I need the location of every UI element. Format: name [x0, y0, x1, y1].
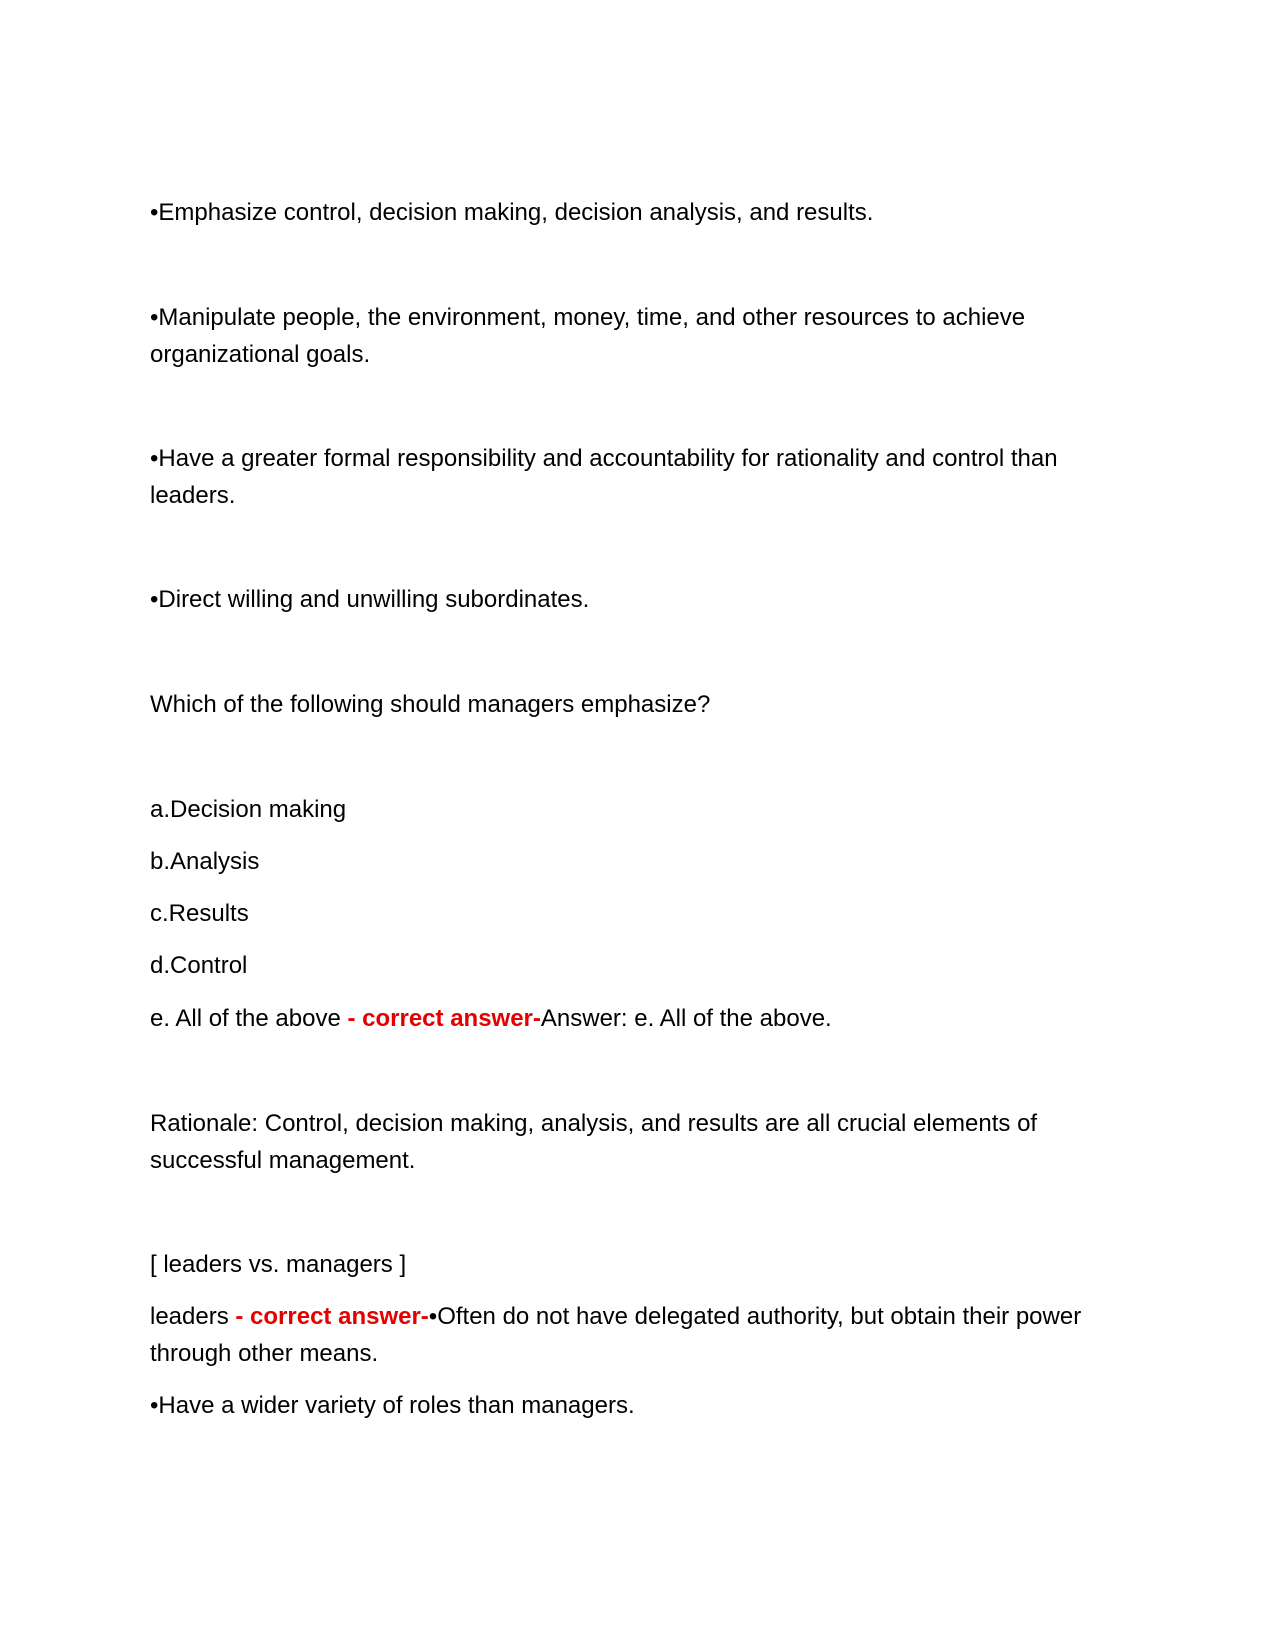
option-a: a.Decision making [150, 796, 347, 823]
bullet-emphasize-control: •Emphasize control, decision making, decision analysis, and results. [150, 199, 874, 226]
option-e: e. All of the above [150, 1005, 348, 1032]
option-c: c.Results [150, 900, 249, 927]
section-heading: [ leaders vs. managers ] [150, 1251, 407, 1278]
bullet-manipulate-people: •Manipulate people, the environment, money, time, and other resources to achieve organizational goals. [150, 304, 1026, 368]
question-text: Which of the following should managers emphasize? [150, 691, 711, 718]
bullet-direct-subordinates: •Direct willing and unwilling subordinates. [150, 586, 590, 613]
correct-answer-marker: - correct answer- [235, 1303, 429, 1330]
bullet-formal-responsibility: •Have a greater formal responsibility and accountability for rationality and control than leaders. [150, 445, 1058, 509]
rationale-text: Rationale: Control, decision making, analysis, and results are all crucial elements of successful management. [150, 1110, 1038, 1174]
leaders-definition [150, 1298, 1140, 1372]
option-e-with-answer [150, 1000, 1140, 1037]
term-leaders: leaders [150, 1303, 236, 1330]
correct-answer-marker: - correct answer- [347, 1005, 541, 1032]
definition-text: •Often do not have delegated authority, but obtain their power through other means. [150, 1303, 1082, 1367]
option-b: b.Analysis [150, 848, 260, 875]
answer-text: Answer: e. All of the above. [540, 1005, 832, 1032]
option-d: d.Control [150, 952, 248, 979]
bullet-wider-variety: •Have a wider variety of roles than managers. [150, 1392, 635, 1419]
